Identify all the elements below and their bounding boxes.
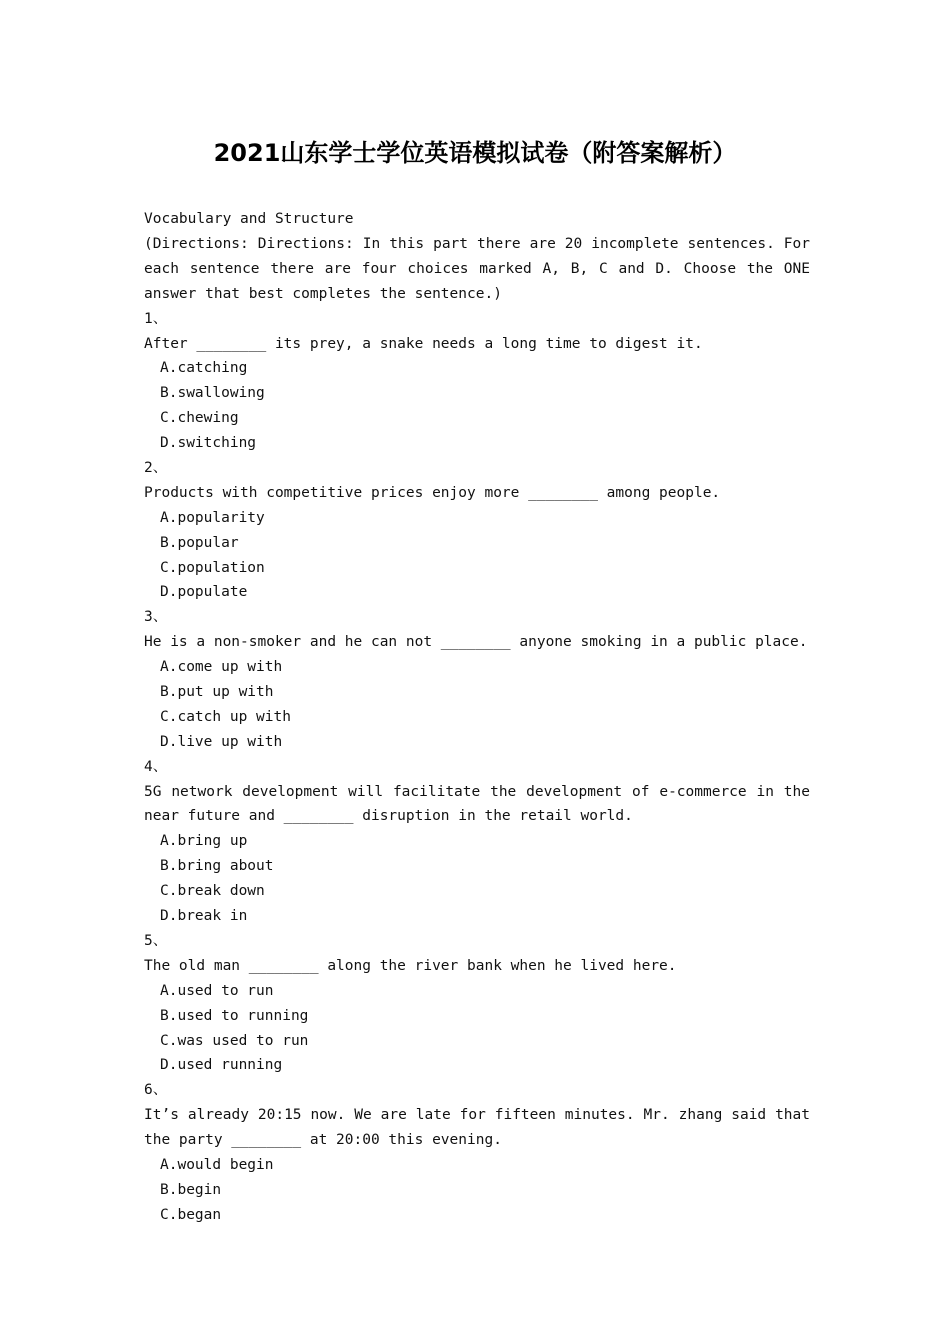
option-a: A.used to run (160, 982, 274, 999)
option-d: D.populate (160, 584, 248, 601)
question-number: 3、 (144, 609, 168, 626)
exam-content (144, 207, 810, 1228)
section-directions: (Directions: Directions: In this part there are 20 incomplete sentences. For each sentence there are four choices marked A, B, C and D. Choose the ONE answer that best completes the sentence.) (144, 235, 810, 302)
option-a: A.popularity (160, 509, 265, 526)
option-a: A.catching (160, 360, 248, 377)
option-b: B.used to running (160, 1007, 309, 1024)
option-b: B.begin (160, 1181, 222, 1198)
question-3 (144, 605, 810, 754)
option-c: C.break down (160, 883, 265, 900)
option-c: C.began (160, 1206, 222, 1223)
question-6 (144, 1078, 810, 1227)
question-stem: He is a non-smoker and he can not ________ anyone smoking in a public place. (144, 634, 808, 651)
question-1 (144, 307, 810, 456)
option-b: B.popular (160, 534, 239, 551)
option-c: C.population (160, 559, 265, 576)
option-c: C.catch up with (160, 708, 291, 725)
option-d: D.used running (160, 1057, 283, 1074)
option-c: C.chewing (160, 410, 239, 427)
question-number: 6、 (144, 1082, 168, 1099)
question-stem: Products with competitive prices enjoy more ________ among people. (144, 484, 721, 501)
question-4 (144, 755, 810, 929)
question-number: 4、 (144, 758, 168, 775)
question-stem: 5G network development will facilitate the development of e-commerce in the near future and ________ disruption in the retail world. (144, 783, 810, 825)
option-a: A.come up with (160, 659, 283, 676)
option-a: A.would begin (160, 1157, 274, 1174)
question-number: 5、 (144, 932, 168, 949)
question-number: 1、 (144, 310, 168, 327)
option-b: B.bring about (160, 858, 274, 875)
question-stem: After ________ its prey, a snake needs a long time to digest it. (144, 335, 703, 352)
question-number: 2、 (144, 459, 168, 476)
question-2 (144, 456, 810, 605)
page-title: 2021山东学士学位英语模拟试卷（附答案解析） (213, 139, 737, 167)
question-stem: The old man ________ along the river bank when he lived here. (144, 957, 677, 974)
option-d: D.live up with (160, 733, 283, 750)
question-stem: It’s already 20:15 now. We are late for fifteen minutes. Mr. zhang said that the party ________ at 20:00 this evening. (144, 1107, 810, 1149)
option-a: A.bring up (160, 833, 248, 850)
option-b: B.put up with (160, 684, 274, 701)
option-d: D.switching (160, 435, 257, 452)
section-heading: Vocabulary and Structure (144, 211, 354, 227)
option-c: C.was used to run (160, 1032, 309, 1049)
option-b: B.swallowing (160, 385, 265, 402)
question-5 (144, 929, 810, 1078)
option-d: D.break in (160, 908, 248, 925)
